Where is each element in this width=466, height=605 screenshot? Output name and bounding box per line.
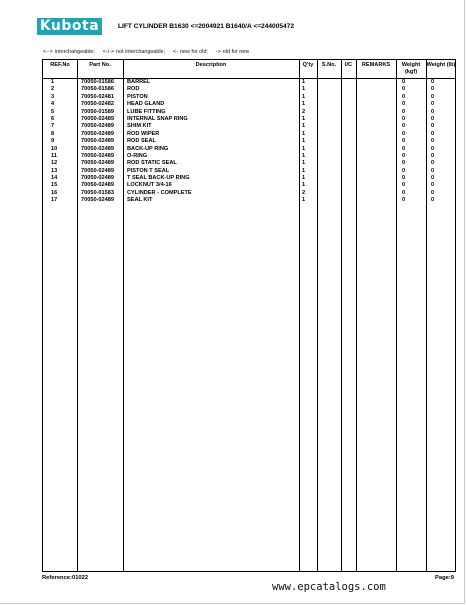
table-row [43,116,455,123]
table-body [43,79,455,205]
cell-part-no: 70050-02489 [81,145,114,152]
cell-part-no: 70050-02489 [81,138,114,145]
cell-ref: 9 [51,138,55,145]
legend-symbol: <- [173,49,178,55]
cell-part-no: 70050-01583 [81,189,114,196]
cell-weight-kgf: 0 [402,182,406,189]
table-row [43,182,455,189]
table-row [43,197,455,204]
cell-weight-lb: 0 [431,152,435,159]
table-row [43,101,455,108]
cell-qty: 1 [302,152,306,159]
cell-weight-kgf: 0 [402,189,406,196]
cell-weight-kgf: 0 [402,86,406,93]
cell-weight-kgf: 0 [402,115,406,122]
cell-weight-lb: 0 [431,79,435,85]
table-row [43,79,455,86]
header-description: Description [195,62,227,68]
cell-part-no: 70050-01589 [81,108,114,115]
header-ic: I/C [344,62,353,68]
table-row [43,123,455,130]
cell-qty: 2 [302,108,306,115]
cell-description: BACK-UP RING [127,145,169,152]
cell-qty: 1 [302,86,306,93]
parts-table [42,59,456,572]
cell-weight-lb: 0 [431,189,435,196]
table-row [43,138,455,145]
cell-ref: 6 [51,115,55,122]
cell-ref: 1 [51,79,55,85]
legend-symbol: -> [215,49,221,55]
table-row [43,175,455,182]
cell-part-no: 70050-02489 [81,152,114,159]
table-row [43,190,455,197]
legend-symbol: <--> [43,49,53,55]
cell-qty: 1 [302,145,306,152]
cell-description: PISTON [127,93,148,100]
cell-weight-lb: 0 [431,130,435,137]
cell-weight-lb: 0 [431,138,435,145]
cell-description: HEAD GLAND [127,101,165,108]
cell-description: PISTON T SEAL [127,167,170,174]
cell-description: SEAL KIT [127,197,153,204]
cell-description: O-RING [127,152,148,159]
cell-weight-lb: 0 [431,115,435,122]
cell-part-no: 70050-02489 [81,197,114,204]
cell-weight-kgf: 0 [402,101,406,108]
cell-weight-kgf: 0 [402,197,406,204]
cell-ref: 16 [51,189,58,196]
header-serial-no: S.No. [321,62,337,68]
cell-weight-kgf: 0 [402,138,406,145]
cell-weight-kgf: 0 [402,152,406,159]
cell-description: LOCKNUT 3/4-16 [127,182,172,189]
cell-weight-lb: 0 [431,123,435,130]
header-weight-kgf: Weight (kgf) [401,62,421,75]
cell-part-no: 70050-02489 [81,130,114,137]
legend-item-interchangeable [43,49,95,55]
cell-qty: 1 [302,160,306,167]
header-remarks: REMARKS [361,62,391,68]
cell-ref: 11 [51,152,57,159]
header-part-no: Part No. [89,62,111,68]
legend-item-not-interchangeable [103,49,165,55]
header-weight-lb: Weight (lb) [426,62,456,68]
legend-item-new-for-old [173,49,208,55]
cell-ref: 10 [51,145,58,152]
legend-text: interchangeable; [54,49,95,55]
cell-part-no: 70050-01586 [81,86,114,93]
cell-description: SHIM KIT [127,123,152,130]
cell-qty: 1 [302,167,306,174]
legend-symbol: <-/-> [102,49,115,55]
cell-part-no: 70050-02489 [81,160,114,167]
cell-part-no: 70050-02482 [81,101,114,108]
cell-ref: 2 [51,86,55,93]
cell-part-no: 70050-01586 [81,79,114,85]
cell-weight-kgf: 0 [402,160,406,167]
cell-ref: 13 [51,167,58,174]
cell-weight-kgf: 0 [402,130,406,137]
footer-reference: Reference:01022 [42,575,89,581]
table-row [43,160,455,167]
cell-part-no: 70050-02489 [81,182,114,189]
cell-weight-kgf: 0 [402,79,406,85]
cell-part-no: 70050-02489 [81,167,114,174]
cell-weight-kgf: 0 [402,108,406,115]
table-row [43,153,455,160]
table-row [43,109,455,116]
cell-description: ROD STATIC SEAL [127,160,177,167]
header-qty: Q'ty [302,62,314,68]
cell-weight-kgf: 0 [402,93,406,100]
watermark: www.epcatalogs.com [272,581,386,593]
cell-ref: 17 [51,197,58,204]
cell-ref: 14 [51,175,58,182]
cell-weight-kgf: 0 [402,175,406,182]
cell-qty: 1 [302,182,306,189]
cell-part-no: 70050-02481 [81,93,114,100]
cell-description: ROD [127,86,140,93]
cell-weight-kgf: 0 [402,123,406,130]
cell-qty: 1 [302,138,306,145]
cell-description: LUBE FITTING [127,108,166,115]
cell-qty: 1 [302,79,306,85]
cell-qty: 1 [302,175,306,182]
cell-qty: 1 [302,123,306,130]
cell-weight-lb: 0 [431,175,435,182]
cell-ref: 7 [51,123,55,130]
cell-part-no: 70050-02489 [81,123,114,130]
cell-part-no: 70050-02489 [81,115,114,122]
header-ref: REF.No [50,62,70,68]
cell-description: T SEAL BACK-UP RING [127,175,190,182]
footer-page-number: Page:9 [434,575,454,581]
kubota-logo: Kubota [37,18,102,35]
cell-weight-kgf: 0 [402,145,406,152]
cell-description: BARREL [127,79,151,85]
page-title: LIFT CYLINDER B1630 <=2004921 B1640/A <=244005472 [118,23,295,30]
cell-qty: 2 [302,189,306,196]
cell-weight-kgf: 0 [402,167,406,174]
cell-ref: 3 [51,93,55,100]
cell-ref: 4 [51,101,55,108]
legend-text: not interchangeable; [116,49,166,55]
cell-ref: 12 [51,160,58,167]
table-row [43,131,455,138]
table-row [43,94,455,101]
table-row [43,146,455,153]
cell-qty: 1 [302,101,306,108]
cell-qty: 1 [302,93,306,100]
legend [43,49,249,55]
legend-text: old for new [222,49,250,55]
cell-weight-lb: 0 [431,101,435,108]
cell-weight-lb: 0 [431,86,435,93]
cell-qty: 1 [302,130,306,137]
table-row [43,168,455,175]
cell-weight-lb: 0 [431,197,435,204]
cell-ref: 5 [51,108,55,115]
cell-weight-lb: 0 [431,108,435,115]
cell-ref: 8 [51,130,55,137]
cell-weight-lb: 0 [431,182,435,189]
cell-weight-lb: 0 [431,167,435,174]
cell-qty: 1 [302,115,306,122]
table-row [43,86,455,93]
cell-description: ROD SEAL [127,138,156,145]
legend-item-old-for-new [216,49,249,55]
cell-weight-lb: 0 [431,93,435,100]
legend-text: new for old; [179,49,208,55]
cell-weight-lb: 0 [431,160,435,167]
cell-description: ROD WIPER [127,130,160,137]
cell-ref: 15 [51,182,58,189]
cell-qty: 1 [302,197,306,204]
cell-weight-lb: 0 [431,145,435,152]
cell-part-no: 70050-02489 [81,175,114,182]
cell-description: CYLINDER - COMPLETE [127,189,192,196]
cell-description: INTERNAL SNAP RING [127,115,188,122]
